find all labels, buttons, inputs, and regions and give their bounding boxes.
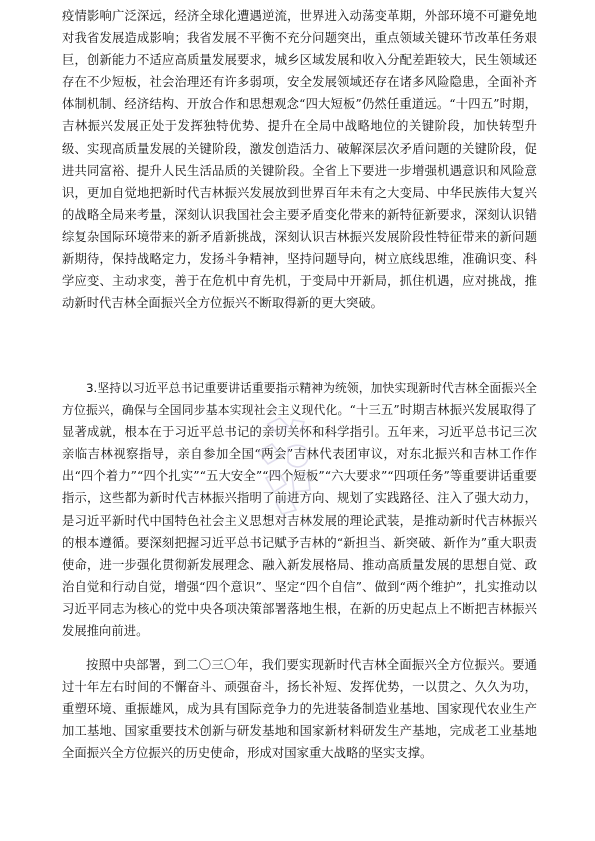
paragraph-3-text: 按照中央部署，到二〇三〇年，我们要实现新时代吉林全面振兴全方位振兴。要通过十年左右时间的不懈奋斗、顽强奋斗，扬长补短、发挥优势，一以贯之、久久为功，重塑环境、重振雄风，成为具有国际竞争力的先进装备制造业基地、国家现代农业生产加工基地、国家重要技术创新与研发基地和国家新材料研发生产基地，完成老工业基地全面振兴全方位振兴的历史使命，形成对国家重大战略的坚实支撑。 — [62, 658, 537, 761]
paragraph-1-text: 疫情影响广泛深远，经济全球化遭遇逆流，世界进入动荡变革期，外部环境不可避免地对我省发展造成影响；我省发展不平衡不充分问题突出，重点领域关键环节改革任务艰巨，创新能力不适应高质量发展要求，城乡区域发展和收入分配差距较大，民生领域还存在不少短板，社会治理还有许多弱项，安全发展领域还存在诸多风险隐患，全面补齐体制机制、经济结构、开放合作和思想观念“四大短板”仍然任重道远。“十四五”时期，吉林振兴发展正处于发挥独特优势、提升在全局中战略地位的关键阶段，加快转型升级、实现高质量发展的关键阶段，激发创造活力、破解深层次矛盾问题的关键阶段，促进共同富裕、提升人民生活品质的关键阶段。全省上下要进一步增强机遇意识和风险意识，更加自觉地把新时代吉林振兴发展放到世界百年未有之大变局、中华民族伟大复兴的战略全局来考量，深刻认识我国社会主要矛盾变化带来的新特征新要求，深刻认识错综复杂国际环境带来的新矛盾新挑战，深刻认识吉林振兴发展阶段性特征带来的新问题新期待，保持战略定力，发扬斗争精神，坚持问题导向，树立底线思维，准确识变、科学应变、主动求变，善于在危机中育先机，于变局中开新局，抓住机遇，应对挑战，推动新时代吉林全面振兴全方位振兴不断取得新的更大突破。 — [62, 9, 537, 311]
paragraph-2 — [62, 377, 537, 642]
paragraph-3 — [62, 654, 537, 764]
paragraph-1 — [62, 5, 537, 314]
paragraph-2-lead: 3.坚持以习近平总书记重要讲话重要指示精神为统领，加快实现新时代吉林全面振兴全方位振兴，确保与全国同步基本实现社会主义现代化。 — [62, 381, 537, 418]
paragraph-2-text: “十三五”时期吉林振兴发展取得了显著成就，根本在于习近平总书记的亲切关怀和科学指引。五年来，习近平总书记三次亲临吉林视察指导，亲自参加全国“两会”吉林代表团审议，对东北振兴和吉林工作作出“四个着力”“四个扎实”“五大安全”“四个短板”“六大要求”“四项任务”等重要讲话重要指示，这些都为新时代吉林振兴指明了前进方向、规划了实践路径、注入了强大动力，是习近平新时代中国特色社会主义思想对吉林发展的理论武装，是推动新时代吉林振兴的根本遵循。要深刻把握习近平总书记赋予吉林的“新担当、新突破、新作为”重大职责使命，进一步强化贯彻新发展理念、融入新发展格局、推动高质量发展的思想自觉、政治自觉和行动自觉，增强“四个意识”、坚定“四个自信”、做到“两个维护”，扎实推动以习近平同志为核心的党中央各项决策部署落地生根，在新的历史起点上不断把吉林振兴发展推向前进。 — [62, 403, 538, 639]
